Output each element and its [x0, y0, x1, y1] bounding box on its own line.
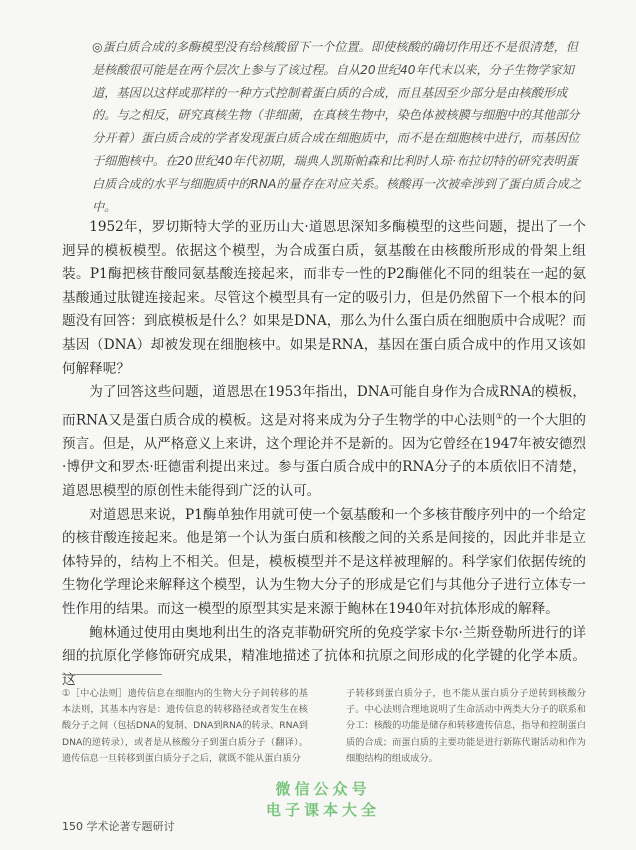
quote-text: ◎蛋白质合成的多酶模型没有给核酸留下一个位置。即使核酸的确切作用还不是很清楚，但是核酸很可能是在两个层次上参与了该过程。自从20世纪40年代末以来，分子生物学家知道，基因以这样或那样的一种方式控制着蛋白质的合成，而且基因至少部分是由核酸形成的。与之相反，研究真核生物（非细菌，在真核生物中，染色体被核膜与细胞中的其他部分分开着）蛋白质合成的学者发现蛋白质合成在细胞质中，而不是在细胞核中进行，而基因位于细胞核中。在20世纪40年代初期，瑞典人凯斯帕森和比利时人琼·布拉切特的研究表明蛋白质合成的水平与细胞质中的RNA的量存在对应关系。核酸再一次被牵涉到了蛋白质合成之中。: [92, 40, 582, 214]
paragraph-4: 鲍林通过使用由奥地利出生的洛克菲勒研究所的免疫学家卡尔·兰斯登勒所进行的详细的抗原化学修饰研究成果，精准地描述了抗体和抗原之间形成的化学键的化学本质。这: [62, 624, 586, 688]
paragraph-1: 1952年，罗切斯特大学的亚历山大·道恩思深知多酶模型的这些问题，提出了一个迥异的模板模型。依据这个模型，为合成蛋白质，氨基酸在由核酸所形成的骨架上组装。P1酶把核苷酸同氨基酸连接起来，而非专一性的P2酶催化不同的组装在一起的氨基酸通过肽键连接起来。尽管这个模型具有一定的吸引力，但是仍然留下一个根本的问题没有回答：到底模板是什么？如果是DNA，那么为什么蛋白质在细胞质中合成呢？而基因（DNA）却被发现在细胞核中。如果是RNA，基因在蛋白质合成中的作用又该如何解释呢？: [62, 219, 586, 377]
footnote-left-column: ①［中心法则］遗传信息在细胞内的生物大分子间转移的基本法则，其基本内容是：遗传信息的转移路径或者发生在核酸分子之间（包括DNA的复制、DNA到RNA的转录、RNA到DNA的逆转录），或者是从核酸分子到蛋白质分子（翻译）。遗传信息一旦转移到蛋白质分子之后，就既不能从蛋白质分: [62, 688, 308, 764]
main-text: [62, 216, 586, 692]
page-footer: 150 学术论著专题研讨: [62, 820, 175, 833]
paragraph-2-part-b: 的一个大胆的预言。但是，从严格意义上来讲，这个理论并不是新的。因为它曾经在1947年被安德烈·博伊文和罗杰·旺德雷利提出来过。参与蛋白质合成中的RNA分子的本质依旧不清楚，道恩思模型的原创性未能得到广泛的认可。: [62, 412, 587, 500]
sidebar-quote: [92, 36, 586, 218]
paragraph-3: 对道恩思来说，P1酶单独作用就可使一个氨基酸和一个多核苷酸序列中的一个给定的核苷酸连接起来。他是第一个认为蛋白质和核酸之间的关系是间接的，因此并非是立体特异的，结构上不相关。但是，模板模型并不是这样被理解的。科学家们依据传统的生物化学理论来解释这个模型，认为生物大分子的形成是它们与其他分子进行立体专一性作用的结果。而这一模型的原型其实是来源于鲍林在1940年对抗体形成的解释。: [62, 506, 586, 618]
watermark-line-1: 微信公众号: [275, 780, 371, 798]
watermark-line-2: 电子课本大全: [265, 801, 380, 819]
footnote-divider: [62, 674, 162, 675]
watermark: [248, 779, 398, 821]
paragraph-2: [62, 381, 586, 504]
footnote-ref[interactable]: ①: [495, 411, 504, 421]
footnote-right-column: 子转移到蛋白质分子，也不能从蛋白质分子逆转到核酸分子。中心法则合理地说明了生命活动中两类大分子的联系和分工：核酸的功能是储存和转移遗传信息，指导和控制蛋白质的合成；而蛋白质的主要功能是进行新陈代谢活动和作为细胞结构的组成成分。: [346, 688, 586, 764]
paragraph-2-part-a: 为了回答这些问题，道恩思在1953年指出，DNA可能自身作为合成RNA的模板，而RNA又是蛋白质合成的模板。这是对将来成为分子生物学的中心法则: [62, 384, 586, 429]
